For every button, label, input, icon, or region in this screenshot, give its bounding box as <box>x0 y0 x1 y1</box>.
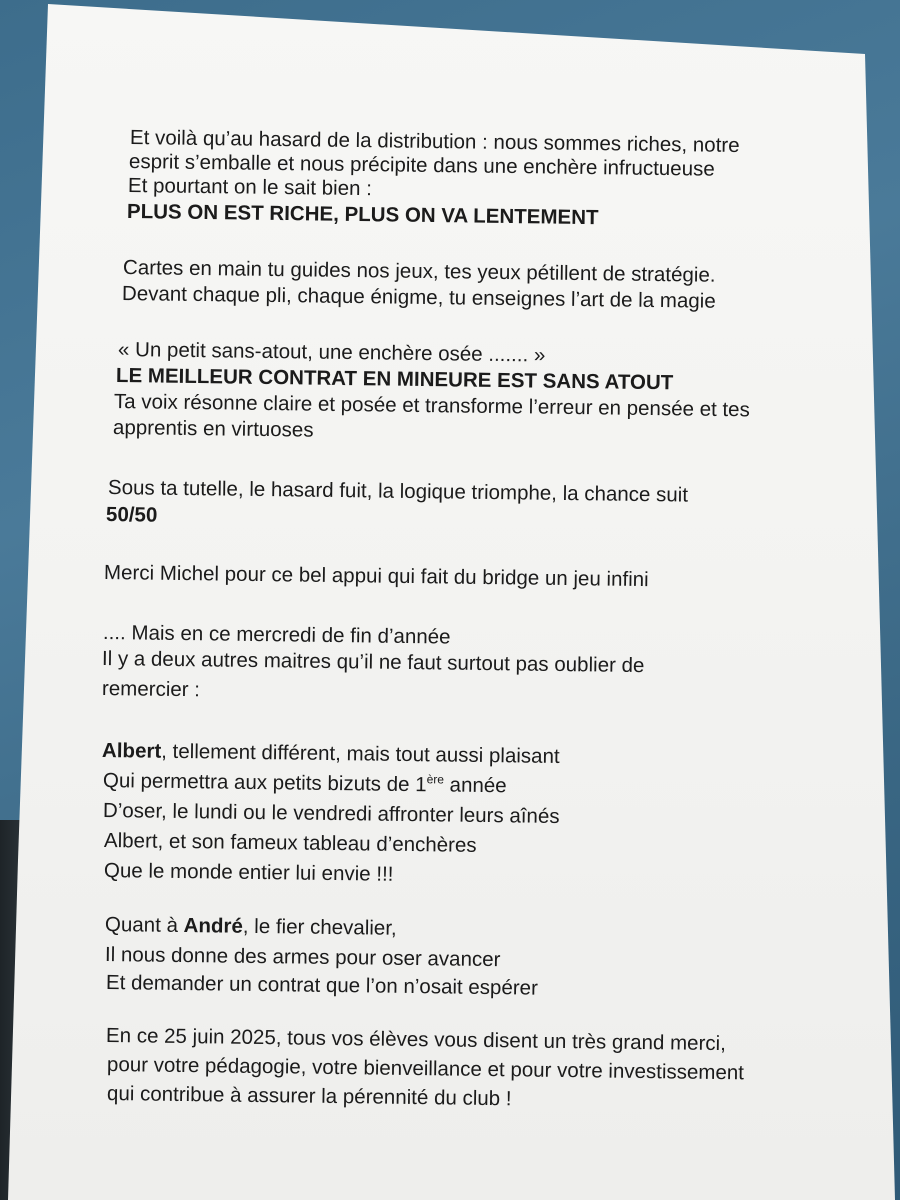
text-line: Il nous donne des armes pour oser avancer <box>104 943 501 972</box>
text-line: Et voilà qu’au hasard de la distribution : nous sommes riches, notre <box>129 126 740 157</box>
text-line: Et pourtant on le sait bien : <box>127 174 373 201</box>
text-line: En ce 25 juin 2025, tous vos élèves vous disent un très grand merci, <box>105 1024 727 1056</box>
text-line: qui contribue à assurer la pérennité du club ! <box>106 1082 512 1111</box>
text-line <box>105 912 397 942</box>
text-line: pour votre pédagogie, votre bienveillance et pour votre investissement <box>106 1053 745 1085</box>
text-line: Et demander un contrat que l’on n’osait espérer <box>105 971 539 1000</box>
text-line: D’oser, le lundi ou le vendredi affronter leurs aînés <box>102 799 560 828</box>
text-line: apprentis en virtuoses <box>112 416 314 442</box>
text-line-bold: PLUS ON EST RICHE, PLUS ON VA LENTEMENT <box>126 200 599 230</box>
text-line <box>102 738 560 770</box>
text-line: Sous ta tutelle, le hasard fuit, la logique triomphe, la chance suit <box>107 476 689 507</box>
text-line: Que le monde entier lui envie !!! <box>103 859 394 886</box>
text-line: « Un petit sans-atout, une enchère osée ....... » <box>117 338 546 367</box>
text-line: Merci Michel pour ce bel appui qui fait du bridge un jeu infini <box>103 561 649 592</box>
name-andre: André <box>183 914 244 938</box>
text-fragment: , tellement différent, mais tout aussi plaisant <box>161 739 560 768</box>
name-albert: Albert <box>101 739 162 763</box>
text-line: Albert, et son fameux tableau d’enchères <box>103 829 477 857</box>
text-line: .... Mais en ce mercredi de fin d’année <box>102 621 451 649</box>
text-line: Devant chaque pli, chaque énigme, tu enseignes l’art de la magie <box>121 282 716 313</box>
text-line-bold: LE MEILLEUR CONTRAT EN MINEURE EST SANS ATOUT <box>115 364 674 395</box>
text-fragment: Qui permettra aux petits bizuts de 1 <box>102 769 427 797</box>
text-fragment: , le fier chevalier, <box>242 914 397 940</box>
text-line: Cartes en main tu guides nos jeux, tes yeux pétillent de stratégie. <box>122 256 716 287</box>
text-line <box>103 768 507 799</box>
text-line: esprit s’emballe et nous précipite dans une enchère infructueuse <box>128 150 715 181</box>
text-line: Ta voix résonne claire et posée et transforme l’erreur en pensée et tes <box>113 390 750 422</box>
superscript: ère <box>426 772 445 787</box>
text-line: Il y a deux autres maitres qu’il ne faut surtout pas oublier de <box>101 647 645 678</box>
text-line-bold: 50/50 <box>105 503 158 527</box>
text-fragment: Quant à <box>104 913 184 938</box>
text-line: remercier : <box>101 677 201 702</box>
text-fragment: année <box>443 773 507 798</box>
